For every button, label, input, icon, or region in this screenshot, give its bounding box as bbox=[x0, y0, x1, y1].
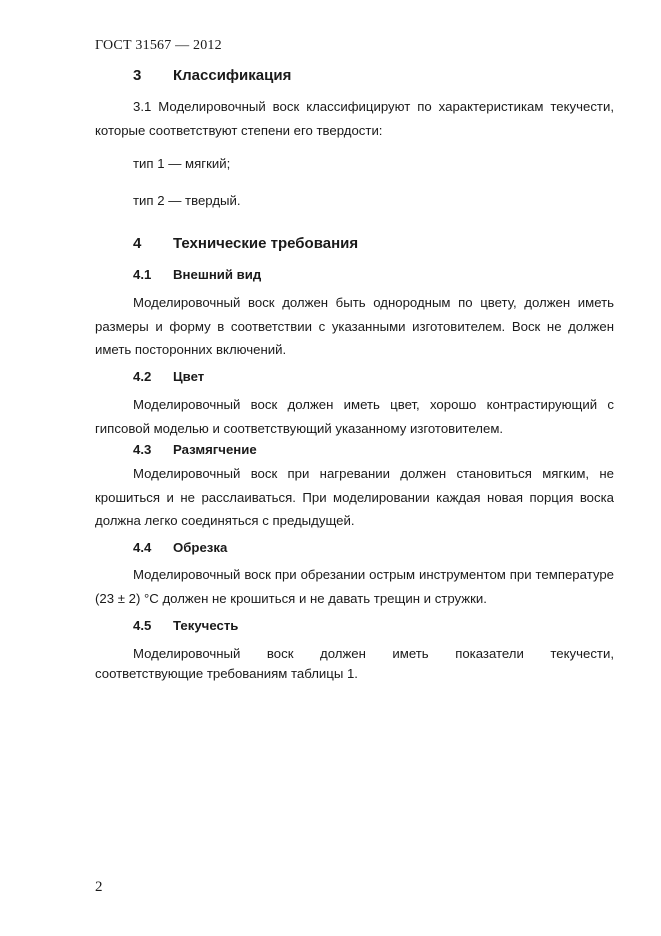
subsection-4-1-number: 4.1 bbox=[133, 267, 152, 282]
subsection-4-5-title: Текучесть bbox=[173, 618, 239, 633]
subsection-4-4-number: 4.4 bbox=[133, 540, 152, 555]
subsection-4-1-title: Внешний вид bbox=[173, 267, 262, 282]
subsection-4-3-text: Моделировочный воск при нагревании должен становиться мягким, не крошиться и не расслаиваться. При моделировании каждая новая порция воска должна легко соединяться с предыдущей. bbox=[95, 466, 614, 528]
subsection-4-1-text: Моделировочный воск должен быть однородным по цвету, должен иметь размеры и форму в соответствии с указанными изготовителем. Воск не должен иметь посторонних включений. bbox=[95, 295, 614, 357]
type-2-item: тип 2 — твердый. bbox=[133, 193, 241, 208]
subsection-4-5-line-2: соответствующие требованиям таблицы 1. bbox=[95, 666, 358, 681]
subsection-4-2-title: Цвет bbox=[173, 369, 205, 384]
section-4-number: 4 bbox=[133, 235, 142, 252]
subsection-4-3-number: 4.3 bbox=[133, 442, 152, 457]
subsection-4-5-number: 4.5 bbox=[133, 618, 152, 633]
subsection-4-2-number: 4.2 bbox=[133, 369, 152, 384]
section-4-title: Технические требования bbox=[173, 235, 359, 252]
subsection-4-4-text: Моделировочный воск при обрезании острым инструментом при температуре (23 ± 2) °С должен не крошиться и не давать трещин и стружки. bbox=[95, 567, 614, 606]
document-header: ГОСТ 31567 — 2012 bbox=[95, 38, 222, 53]
subsection-4-2-text: Моделировочный воск должен иметь цвет, хорошо контрастирующий с гипсовой моделью и соответствующий указанному изготовителем. bbox=[95, 397, 614, 436]
section-3-number: 3 bbox=[133, 67, 142, 84]
subsection-4-4-title: Обрезка bbox=[173, 540, 228, 555]
section-3-title: Классификация bbox=[173, 67, 292, 84]
section-3-1-paragraph: 3.1 Моделировочный воск классифицируют по характеристикам текучести, которые соответствуют степени его твердости: bbox=[95, 99, 614, 138]
subsection-4-3-title: Размягчение bbox=[173, 442, 257, 457]
page-number: 2 bbox=[95, 879, 103, 895]
type-1-item: тип 1 — мягкий; bbox=[133, 156, 231, 171]
subsection-4-5-line-1: Моделировочный воск должен иметь показатели текучести, bbox=[133, 646, 614, 661]
